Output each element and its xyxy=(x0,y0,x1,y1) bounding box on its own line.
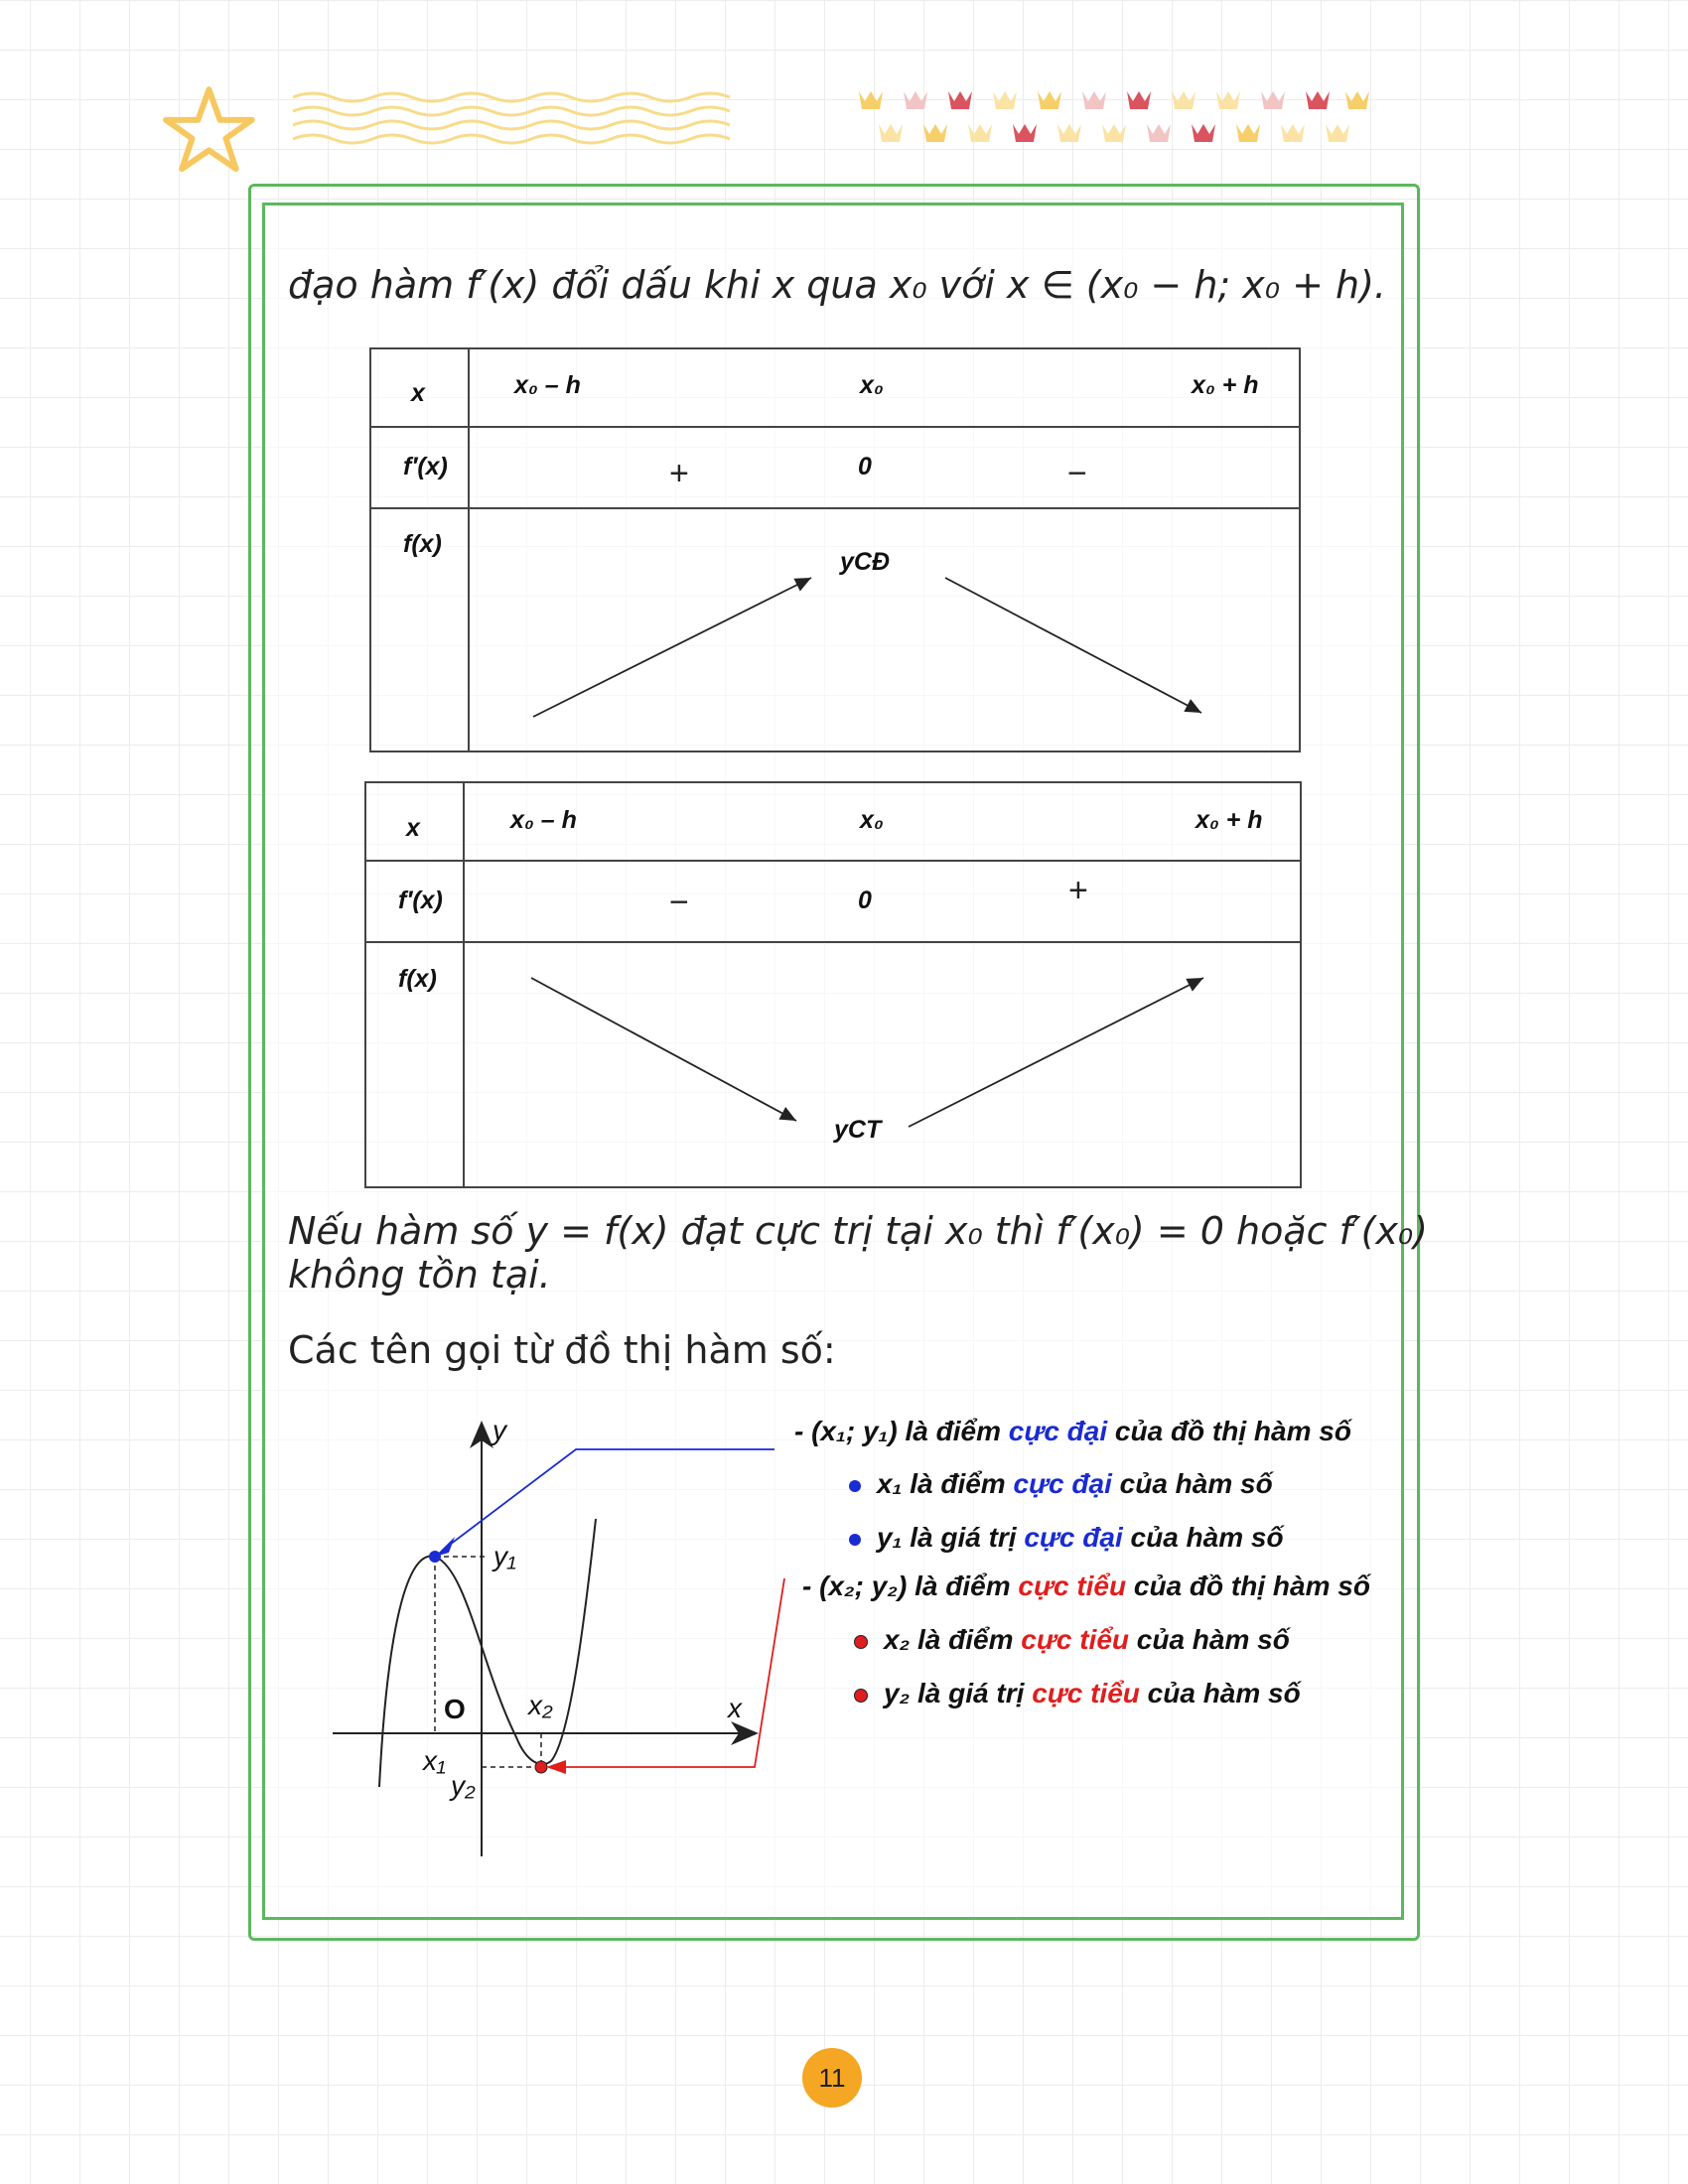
arrow-down xyxy=(531,978,796,1121)
graph-y2: y₂ xyxy=(451,1770,476,1801)
legend-highlight: cực đại xyxy=(1024,1522,1123,1553)
t1-row-x: x xyxy=(411,379,425,407)
cubic-graph xyxy=(328,1410,804,1866)
bullet-icon xyxy=(854,1635,868,1649)
intro-line: đạo hàm f′(x) đổi dấu khi x qua x₀ với x ∈ (x₀ − h; x₀ + h). xyxy=(288,263,1387,307)
t2-value-min: yCT xyxy=(834,1116,882,1144)
graph-origin: O xyxy=(444,1694,466,1724)
legend-text: của hàm số xyxy=(1122,1522,1284,1553)
legend-highlight: cực tiểu xyxy=(1032,1678,1140,1708)
legend-min-point xyxy=(802,1570,1370,1602)
legend-x1 xyxy=(849,1468,1273,1500)
legend-text: của đồ thị hàm số xyxy=(1107,1416,1351,1446)
t1-row-f: f(x) xyxy=(403,530,442,558)
t2-sign-right: + xyxy=(1068,872,1088,909)
t2-row-f: f(x) xyxy=(398,965,437,993)
bullet-icon xyxy=(854,1689,868,1703)
t1-sign-mid: 0 xyxy=(858,453,872,480)
header-decoration xyxy=(149,79,1440,179)
legend-text: của hàm số xyxy=(1111,1468,1273,1499)
t1-row-fp: f′(x) xyxy=(403,453,448,480)
t1-sign-right: − xyxy=(1067,455,1087,492)
section-heading: Các tên gọi từ đồ thị hàm số: xyxy=(288,1328,836,1372)
legend-y1 xyxy=(849,1522,1284,1554)
t1-x-right: x₀ + h xyxy=(1192,371,1259,399)
legend-highlight: cực tiểu xyxy=(1021,1624,1129,1655)
page-number-badge xyxy=(802,2048,862,2108)
graph-x2: x₂ xyxy=(528,1690,553,1720)
t2-row-fp: f′(x) xyxy=(398,887,443,914)
legend-text: x₂ là điểm xyxy=(884,1624,1022,1655)
graph-x1: x₁ xyxy=(423,1745,446,1776)
legend-text: y₂ là giá trị xyxy=(884,1678,1033,1708)
arrow-up xyxy=(909,978,1203,1127)
t2-row-x: x xyxy=(406,814,420,842)
t1-x-mid: x₀ xyxy=(860,371,884,399)
legend-text: của hàm số xyxy=(1139,1678,1301,1708)
min-point xyxy=(535,1761,547,1773)
legend-text: x₁ là điểm xyxy=(877,1468,1014,1499)
t2-x-right: x₀ + h xyxy=(1196,806,1263,834)
graph-x-label: x xyxy=(728,1693,742,1723)
t2-x-mid: x₀ xyxy=(860,806,884,834)
curve xyxy=(379,1519,596,1787)
paragraph-extremum-condition-2: không tồn tại. xyxy=(288,1253,551,1297)
graph-y-label: y xyxy=(492,1415,506,1445)
legend-text: y₁ là giá trị xyxy=(877,1522,1025,1553)
legend-text: của đồ thị hàm số xyxy=(1126,1570,1370,1601)
legend-highlight: cực đại xyxy=(1008,1416,1108,1446)
t2-x-left: x₀ – h xyxy=(510,806,577,834)
legend-highlight: cực tiểu xyxy=(1018,1570,1127,1601)
crown-icons xyxy=(859,91,1369,142)
wavy-lines xyxy=(293,93,730,143)
variation-table-max xyxy=(369,347,1303,754)
page-number: 11 xyxy=(818,2062,846,2093)
arrow-up xyxy=(533,578,811,717)
t1-sign-left: + xyxy=(669,455,689,492)
paragraph-extremum-condition: Nếu hàm số y = f(x) đạt cực trị tại x₀ thì f′(x₀) = 0 hoặc f′(x₀) xyxy=(288,1209,1428,1253)
legend-max-point xyxy=(794,1416,1351,1447)
legend-highlight: cực đại xyxy=(1013,1468,1112,1499)
t1-value-max: yCĐ xyxy=(840,548,891,576)
legend-text: - (x₁; y₁) là điểm xyxy=(794,1416,1009,1446)
graph-y1: y₁ xyxy=(493,1541,516,1571)
legend-y2 xyxy=(854,1678,1301,1709)
max-pointer xyxy=(442,1449,774,1551)
star-icon xyxy=(166,89,252,169)
t2-sign-left: − xyxy=(669,884,689,921)
legend-text: của hàm số xyxy=(1129,1624,1290,1655)
bullet-icon xyxy=(849,1480,861,1492)
legend-text: - (x₂; y₂) là điểm xyxy=(802,1570,1019,1601)
arrow-down xyxy=(945,578,1201,713)
t1-x-left: x₀ – h xyxy=(514,371,581,399)
t2-sign-mid: 0 xyxy=(858,887,872,914)
legend-x2 xyxy=(854,1624,1290,1656)
bullet-icon xyxy=(849,1534,861,1546)
